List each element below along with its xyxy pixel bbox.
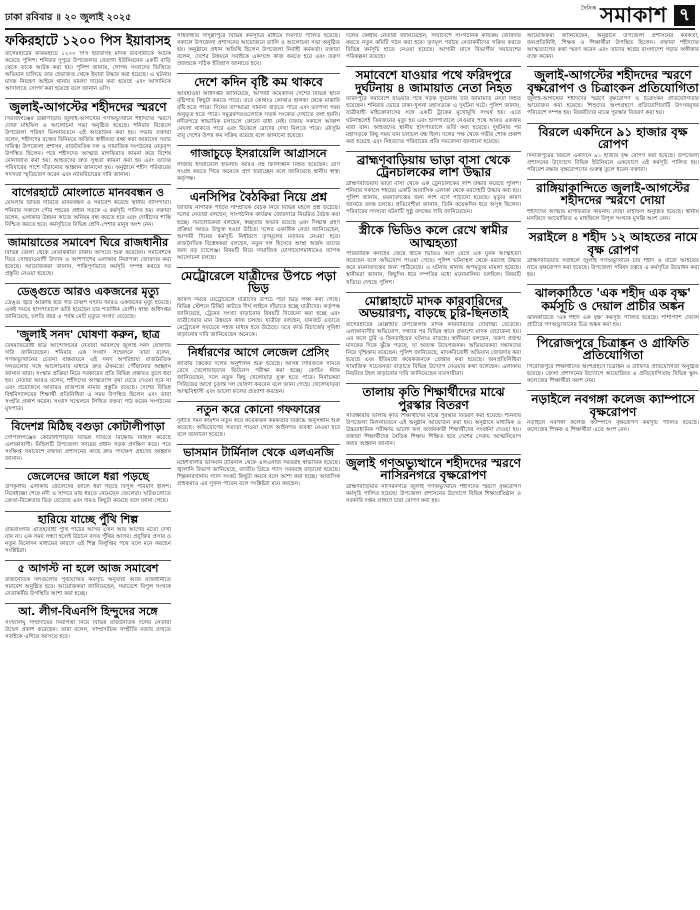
article-headline: এনসিপির বৈঠকিরা নিয়ে প্রশ্ন (177, 188, 340, 204)
article-body: আবহাওয়া অধিদপ্তর জানিয়েছে, আগামী কয়েকদিন দেশের বিভিন্ন স্থানে বৃষ্টিপাত কিছুটা কমতে পারে। তবে কোথাও কোথাও হালকা থেকে মাঝারি বৃষ্টি হতে পারে। দিনের তাপমাত্রা সামান্য বাড়তে পারে এবং ভ্যাপসা গরম অনুভূত হতে পারে। সমুদ্রবন্দরগুলোকে সতর্ক সংকেত দেখাতে বলা হয়নি। নদীবন্দরে স্বাভাবিক চলাচলে কোনো বাধা নেই। ঢাকায় সকালে আকাশ মেঘলা থাকতে পারে এবং বিকেলে রোদের দেখা মিলতে পারে। মৌসুমি বায়ু দেশের উপর কম সক্রিয় রয়েছে বলে জানানো হয়েছে। (177, 90, 340, 140)
article-headline: মেট্রোরেলে যাত্রীদের উপচে পড়া ভিড় (177, 267, 340, 295)
article-headline: ঝালকাঠিতে 'এক শহীদ এক বৃক্ষ' কর্মসূচি ও দেয়াল প্রাচীর অঙ্কন (527, 284, 699, 312)
article-headline: বাগেরহাটে মোংলাতে মানববন্ধন ও (5, 184, 171, 199)
article-body: গোপালগঞ্জের কোটালীপাড়ায় বিভিন্ন দাবিতে বিক্ষোভ মিছিল করেছে এলাকাবাসী। মিছিলটি উপজেলা সদরের প্রধান সড়ক প্রদক্ষিণ করে। পরে সংক্ষিপ্ত সমাবেশে বক্তারা প্রশাসনের কাছে দ্রুত পদক্ষেপ গ্রহণের আহ্বান জানান। (5, 434, 171, 462)
column-1 (5, 33, 171, 907)
news-article (5, 182, 171, 229)
article-headline: নির্ধারণের আগে লেজেল প্রেসিং (177, 344, 340, 359)
article-body: ঝালকাঠিতে 'এক শহীদ এক বৃক্ষ' কর্মসূচি পালিত হয়েছে। পাশাপাশি দেয়াল প্রাচীরে গণঅভ্যুত্থানের চিত্র অঙ্কন করা হয়। (527, 314, 699, 328)
article-body: সাতক্ষীরার তালায় কৃতি শিক্ষার্থীদের মাঝে পুরস্কার বিতরণ করা হয়েছে। শনিবার উপজেলা মিলনায়তনে এই অনুষ্ঠান আয়োজন করা হয়। অনুষ্ঠানে মাধ্যমিক ও উচ্চমাধ্যমিক পরীক্ষায় ভালো ফল অর্জনকারী শিক্ষার্থীদের সংবর্ধনা দেওয়া হয়। বক্তারা শিক্ষার্থীদের নৈতিক শিক্ষায় শিক্ষিত হয়ে দেশের সেবায় আত্মনিয়োগ করার আহ্বান জানান। (346, 413, 521, 448)
article-headline: জুলাই গণঅভ্যুত্থানে শহীদদের স্মরণে নাসিরনগরে বৃক্ষরোপণ (346, 455, 521, 483)
news-article (5, 33, 171, 93)
news-article (177, 342, 340, 396)
article-headline: মোল্লাহাটে মাদক কারবারিদের অভয়ারণ্য, বাড়ছে চুরি-ছিনতাই (346, 292, 521, 320)
news-article (346, 219, 521, 286)
news-article (346, 381, 521, 448)
article-headline: জুলাই-আগস্টের শহীদদের স্মরণে বৃক্ষরোপণ ও চিত্রাংকন প্রতিযোগিতা (527, 68, 699, 95)
news-article (5, 281, 171, 321)
news-article (527, 226, 699, 279)
article-headline: 'জুলাই সনদ' ঘোষণা করুন, ছাত্র (5, 326, 171, 341)
logo-tagline: দৈনিক (581, 5, 597, 12)
column-4 (527, 33, 699, 907)
article-headline: তালায় কৃতি শিক্ষার্থীদের মাঝে পুরস্কার বিতরণ (346, 383, 521, 411)
article-headline: সরাইলে ৪ শহীদ ১২ আহতের নামে বৃক্ষ রোপণ (528, 230, 698, 257)
news-article (177, 442, 340, 489)
article-body: দিনাজপুরের বিরলে একদিনে ৯১ হাজার বৃক্ষ রোপণ করা হয়েছে। উপজেলা প্রশাসনের উদ্যোগে বিভিন্ন ইউনিয়নে একযোগে এই কর্মসূচি পালিত হয়। পরিবেশ রক্ষায় বৃক্ষরোপণের গুরুত্ব তুলে ধরেন বক্তারা। (527, 152, 699, 173)
article-body: জুলাই-আগস্টের শহীদদের স্মরণে বৃক্ষরোপণ ও চিত্রাংকন প্রতিযোগিতার আয়োজন করা হয়েছে। শিশুদের অংশগ্রহণে প্রতিযোগিতাটি উৎসবমুখর পরিবেশে সম্পন্ন হয়। বিজয়ীদের মাঝে পুরস্কার বিতরণ করা হয়। (527, 96, 699, 117)
article-headline: রাঙ্গিয়াকান্দিতে জুলাই-আগস্টের শহীদদের স্মরণে দোয়া (527, 179, 699, 207)
article-headline: ব্রাহ্মণবাড়িয়ায় ভাড়া বাসা থেকে ট্রেনচালকের লাশ উদ্ধার (346, 151, 521, 179)
article-body: পারিবারিক কলহের জেরে স্ত্রীকে ভিডিও কলে রেখে এক যুবক আত্মহত্যা করেছেন বলে অভিযোগ পাওয়া গেছে। পুলিশ ঘটনাস্থল থেকে মরদেহ উদ্ধার করে ময়নাতদন্তের জন্য পাঠিয়েছে। এ ঘটনায় থানায় অপমৃত্যুর মামলা হয়েছে। স্থানীয়রা জানান, কিছুদিন ধরে দম্পতির মধ্যে মনোমালিন্য চলছিল। বিষয়টি খতিয়ে দেখছে পুলিশ। (346, 251, 521, 286)
article-headline: বিরলে একদিনে ৯১ হাজার বৃক্ষ রোপণ (527, 123, 699, 151)
article-body: ব্রাহ্মণবাড়িয়ার সরাইলে জুলাই গণঅভ্যুত্থানে চার শহীদ ও বারো আহতের নামে বৃক্ষরোপণ করা হয়েছে। উপজেলা পরিষদ চত্বরে এ কর্মসূচির উদ্বোধন করা হয়। (527, 258, 699, 279)
article-headline: সমাবেশে যাওয়ার পথে ফরিদপুরে দুর্ঘটনায় ৪ জামায়াত নেতা নিহত (346, 66, 521, 94)
article-headline: ৫ আগস্ট না হলে আজ সমাবেশ (5, 560, 171, 575)
news-article (5, 466, 171, 506)
news-article (177, 399, 340, 439)
news-article (177, 143, 340, 183)
article-body: গাইবান্ধার সাদুল্লাপুরে বিভিন্ন কর্মসূচির মাধ্যমে দিবসটি পালিত হয়েছে। সকালে উপজেলা প্রশাসনের আয়োজনে র‍্যালি ও আলোচনা সভা অনুষ্ঠিত হয়। অনুষ্ঠানে প্রধান অতিথি ছিলেন উপজেলা নির্বাহী কর্মকর্তা। বক্তারা বলেন, দেশের উন্নয়নে সবাইকে একসঙ্গে কাজ করতে হবে এবং তরুণ প্রজন্মকে সঠিক ইতিহাস জানাতে হবে। (177, 33, 340, 68)
article-body: ডেঙ্গু জ্বরে আক্রান্ত হয়ে গত চব্বিশ ঘণ্টায় আরও একজনের মৃত্যু হয়েছে। একই সময়ে হাসপাতালে ভর্তি হয়েছেন চার শতাধিক রোগী। স্বাস্থ্য অধিদপ্তর জানিয়েছে, চলতি বছর এ পর্যন্ত মোট মৃত্যুর সংখ্যা বেড়েছে। (5, 299, 171, 321)
news-columns (5, 33, 699, 907)
article-body: ব্রাহ্মণবাড়িয়ার নাসিরনগরে জুলাই গণঅভ্যুত্থানে শহীদদের স্মরণে বৃক্ষরোপণ কর্মসূচি পালিত হয়েছে। উপজেলা প্রশাসনের উদ্যোগে বিভিন্ন শিক্ষাপ্রতিষ্ঠান ও সরকারি দপ্তর প্রাঙ্গণে চারা রোপণ করা হয়। (346, 483, 521, 504)
article-body: মহেশখালীর ভাসমান টার্মিনাল থেকে এলএনজি সরবরাহ স্বাভাবিক হয়েছে। জ্বালানি বিভাগ জানিয়েছে, জাতীয় গ্রিডে গ্যাস সরবরাহ বাড়ানো হয়েছে। শিল্পকারখানায় গ্যাস সংকট কিছুটা কমবে বলে আশা করা হচ্ছে। আবাসিক গ্রাহকরাও এর সুফল পাবেন বলে সংশ্লিষ্টরা মনে করছেন। (177, 460, 340, 488)
article-body: বৈষম্যবিরোধী ছাত্র আন্দোলনের নেতারা অবিলম্বে জুলাই সনদ ঘোষণার দাবি জানিয়েছেন। শনিবার এক সংবাদ সম্মেলনে তারা বলেন, গণঅভ্যুত্থানের চেতনা বাস্তবায়নে এই সনদ অপরিহার্য। রাজনৈতিক দলগুলোর সঙ্গে আলোচনার মাধ্যমে দ্রুত ঐকমত্যে পৌঁছানোর আহ্বান জানান তারা। সংস্কার প্রক্রিয়া নিয়ে সরকারের প্রতি বিভিন্ন প্রস্তাবও তুলে ধরা হয়। নেতারা আরও বলেন, শহীদদের আত্মত্যাগ বৃথা যেতে দেওয়া হবে না এবং প্রয়োজনে আবারও রাজপথে নামার প্রস্তুতি রয়েছে। দেশের বিভিন্ন বিশ্ববিদ্যালয়ের শিক্ষার্থী প্রতিনিধিরা এ সময় উপস্থিত ছিলেন এবং তারা সংহতি প্রকাশ করেন। সংবাদ সম্মেলনে লিখিত বক্তব্য পাঠ করেন সংগঠনের মুখপাত্র। (5, 342, 171, 413)
news-article (527, 33, 699, 61)
news-article (177, 33, 340, 68)
article-body: পিরোজপুরে শিক্ষার্থীদের অংশগ্রহণে চিত্রাঙ্কন ও গ্রাফিতি প্রতিযোগিতা অনুষ্ঠিত হয়েছে। জেলা প্রশাসনের উদ্যোগে আয়োজিত এ প্রতিযোগিতায় বিভিন্ন স্কুল-কলেজের শিক্ষার্থীরা অংশ নেয়। (527, 363, 699, 385)
news-article (5, 416, 171, 463)
news-article (177, 71, 340, 140)
logo-name: সমাকাশ (600, 3, 667, 27)
article-body: বাগেরহাটের ফকিরহাটে ১২০০ পিস ইয়াবাসহ মাদক ব্যবসায়ীকে আটক করেছে পুলিশ। শনিবার দুপুরে উপজেলার বেতাগা ইউনিয়নের একটি বাড়ি থেকে তাকে আটক করা হয়। পুলিশ জানায়, গোপন সংবাদের ভিত্তিতে অভিযান চালিয়ে তার হেফাজত থেকে ইয়াবা উদ্ধার করা হয়েছে। এ ঘটনায় মাদক নিয়ন্ত্রণ আইনে থানায় মামলা দায়ের করা হয়েছে এবং আসামিকে আদালতে সোপর্দ করা হয়েছে বলে জানান ওসি। (5, 50, 171, 92)
news-article (5, 558, 171, 598)
article-headline: গাজাচুড়ে ইসরায়েলি আগ্রাসনে (177, 145, 340, 160)
article-headline: আ. লীগ-বিএনপি হিন্দুদের সঙ্গে (5, 603, 171, 618)
news-article (527, 332, 699, 385)
article-body: গ্রামবাংলার ঐতিহ্যবাহী পুঁথি পাঠের আসর এখন আর আগের মতো দেখা যায় না। এক সময় সন্ধ্যা হলেই উঠানে বসত পুঁথির আসর। প্রযুক্তির প্রসার ও নতুন বিনোদন মাধ্যমের কারণে এই শিল্প বিলুপ্তির পথে বলে মনে করছেন সংশ্লিষ্টরা। (5, 527, 171, 555)
article-body: ফরিদপুরে সমাবেশে যাওয়ার পথে সড়ক দুর্ঘটনায় চার জামায়াত নেতা নিহত হয়েছেন। শনিবার ভোরে ঢাকা-খুলনা মহাসড়কে এ দুর্ঘটনা ঘটে। পুলিশ জানায়, যাত্রীবাহী মাইক্রোবাসের সঙ্গে একটি ট্রাকের মুখোমুখি সংঘর্ষ হয়। এতে ঘটনাস্থলেই তিনজনের মৃত্যু হয় এবং হাসপাতালে নেওয়ার পথে আরও একজন মারা যান। আহতদের স্থানীয় হাসপাতালে ভর্তি করা হয়েছে। দুর্ঘটনার পর মহাসড়কে কিছু সময় যান চলাচল বন্ধ ছিল। দলের পক্ষ থেকে গভীর শোক প্রকাশ করা হয়েছে এবং নিহতদের পরিবারের প্রতি সমবেদনা জানানো হয়েছে। (346, 96, 521, 145)
article-headline: নড়াইলে নবগঙ্গা কলেজ ক্যাম্পাসে বৃক্ষরোপণ (527, 390, 699, 418)
news-article (346, 452, 521, 505)
article-headline: ভাসমান টার্মিনাল থেকে এলএনজি (177, 444, 340, 459)
article-body: দলের কেন্দ্রীয় নেতারা জানিয়েছেন, সারাদেশে সাংগঠনিক কার্যক্রম জোরদার করতে নতুন কমিটি গঠন করা হবে। তৃণমূল পর্যায়ে নেতাকর্মীদের সক্রিয় করতে বিভিন্ন কর্মসূচি হাতে নেওয়া হয়েছে। আগামী মাসে বিভাগীয় সমাবেশের পরিকল্পনা রয়েছে। (346, 33, 521, 61)
masthead (5, 4, 695, 30)
column-2 (177, 33, 340, 907)
news-article (5, 509, 171, 556)
article-body: মোংলায় বিভিন্ন দাবিতে মানববন্ধন ও সমাবেশ করেছে স্থানীয় বাসিন্দারা। শনিবার সকালে পৌর শহরের প্রধান সড়কে এ কর্মসূচি পালিত হয়। বক্তারা বলেন, এলাকার উন্নয়ন কাজে অনিয়ম বন্ধ করতে হবে এবং দোষীদের শাস্তি নিশ্চিত করতে হবে। কর্মসূচিতে বিভিন্ন শ্রেণি-পেশার মানুষ অংশ নেন। (5, 200, 171, 228)
news-article (527, 121, 699, 174)
article-body: শহীদদের আত্মার মাগফিরাত কামনায় দোয়া মাহফিল অনুষ্ঠিত হয়েছে। স্থানীয় মসজিদে আয়োজিত এ মাহফিলে বিপুল সংখ্যক মুসল্লি অংশ নেন। (527, 209, 699, 223)
article-body: বিভিন্ন জেলা থেকে নেতাকর্মীরা ঢাকায় আসতে শুরু করেছেন। সমাবেশকে ঘিরে সোহরাওয়ার্দী উদ্যান ও আশপাশের এলাকায় নিরাপত্তা জোরদার করা হয়েছে। আয়োজকরা জানান, শান্তিপূর্ণভাবে কর্মসূচি সম্পন্ন করতে সব প্রস্তুতি নেওয়া হয়েছে। (5, 250, 171, 278)
article-headline: জামায়াতের সমাবেশ ঘিরে রাজধানীর (5, 234, 171, 249)
article-body: নড়াইলে নবগঙ্গা কলেজ ক্যাম্পাসে বৃক্ষরোপণ কর্মসূচি পালিত হয়েছে। কলেজের শিক্ষক ও শিক্ষার্থীরা এতে অংশ নেন। (527, 420, 699, 434)
article-body: রাজনৈতিক দলগুলোর পূর্বঘোষিত কর্মসূচি অনুযায়ী আজ রাজধানীতে সমাবেশ অনুষ্ঠিত হবে। আয়োজকরা জানিয়েছেন, সমাবেশে বিপুল সংখ্যক নেতাকর্মীর উপস্থিতি আশা করা হচ্ছে। (5, 576, 171, 597)
article-headline: পিরোজপুরে চিত্রাঙ্কন ও গ্রাফিতি প্রতিযোগিতা (527, 334, 699, 362)
news-article (527, 64, 699, 117)
article-headline: জেলেদের জালে ধরা পড়ছে (5, 468, 171, 483)
article-body: অফিস সময়ে মেট্রোরেলে যাত্রীদের উপচে পড়া ভিড় লক্ষ্য করা গেছে। বিভিন্ন স্টেশনে টিকিট কাটতে দীর্ঘ লাইনে দাঁড়াতে হচ্ছে যাত্রীদের। কর্তৃপক্ষ জানিয়েছে, ট্রেনের সংখ্যা বাড়ানোর বিষয়টি বিবেচনা করা হচ্ছে এবং যাত্রীসেবার মান উন্নয়নে কাজ চলছে। যাত্রীরা বলছেন, যানজট এড়াতে মেট্রোরেল সবচেয়ে সহজ মাধ্যম হয়ে উঠেছে। তবে কার্ড রিচার্জের সুবিধা বাড়ানোর দাবি জানিয়েছেন অনেকে। (177, 297, 340, 339)
article-headline: দেশে কদিন বৃষ্টি কম থাকবে (177, 73, 340, 89)
article-body: উপকূলীয় এলাকায় জেলেদের জালে ধরা পড়ছে বিপুল পরিমাণ ইলিশ। নিষেধাজ্ঞা শেষে নদী ও সাগরে মাছ ধরতে নেমেছেন জেলেরা। ঘাটগুলোতে ক্রেতা-বিক্রেতার ভিড় বেড়েছে এবং দামও কিছুটা কমেছে বলে জানা গেছে। (5, 484, 171, 505)
news-article (5, 232, 171, 279)
article-body: জাতীয় ক্রিকেট দলের অনুশীলন শুরু হয়েছে। আসন্ন সিরিজকে সামনে রেখে খেলোয়াড়দের ফিটনেস পরীক্ষা করা হচ্ছে। কোচিং স্টাফ জানিয়েছেন, দলে নতুন কিছু খেলোয়াড় যুক্ত হতে পারে। নির্বাচকরা সিরিজের আগে চূড়ান্ত দল ঘোষণা করবেন বলে জানা গেছে। খেলোয়াড়রা আত্মবিশ্বাসী এবং ভালো ফলের প্রত্যাশা করছেন। (177, 360, 340, 396)
article-headline: ফকিরহাটে ১২০০ পিস ইয়াবাসহ (5, 34, 171, 49)
column-3 (346, 33, 521, 907)
news-article (177, 265, 340, 339)
article-headline: নতুন করে কোনো গফফারের (177, 401, 340, 416)
article-body: সিরাজগঞ্জের উল্লাপাড়ায় জুলাই-আগস্টের গণঅভ্যুত্থানে শহীদদের স্মরণে দোয়া মাহফিল ও আলোচনা সভা অনুষ্ঠিত হয়েছে। শনিবার বিকেলে উপজেলা পরিষদ মিলনায়তনে এই আয়োজন করা হয়। সভায় বক্তারা বলেন, শহীদদের রক্তের বিনিময়ে অর্জিত স্বাধীনতা রক্ষা করা আমাদের সবার দায়িত্ব। উপজেলা প্রশাসন, রাজনৈতিক দল ও সামাজিক সংগঠনের নেতৃবৃন্দ উপস্থিত ছিলেন। পরে শহীদদের আত্মার মাগফিরাত কামনা করে বিশেষ মোনাজাত করা হয়। আহতদের দ্রুত সুস্থতা কামনা করা হয় এবং তাদের পরিবারের পাশে দাঁড়ানোর আহ্বান জানানো হয়। অনুষ্ঠানে শহীদ পরিবারের সদস্যরা স্মৃতিচারণ করেন এবং ন্যায়বিচারের দাবি জানান। (5, 115, 171, 178)
news-article (346, 290, 521, 379)
news-article (527, 282, 699, 328)
page-number: ৭ (674, 5, 695, 26)
news-article (346, 33, 521, 61)
article-body: সংখ্যালঘু সম্প্রদায়ের নিরাপত্তা নিয়ে বিভিন্ন রাজনৈতিক দলের নেতারা উদ্বেগ প্রকাশ করেছেন। তারা বলেন, সাম্প্রদায়িক সম্প্রীতি বজায় রাখতে সবাইকে এগিয়ে আসতে হবে। (5, 619, 171, 640)
article-body: আয়োজকরা জানিয়েছেন, অনুষ্ঠানে উপজেলা প্রশাসনের কর্মকর্তা, জনপ্রতিনিধি, শিক্ষক ও শিক্ষার্থীরা উপস্থিত ছিলেন। বক্তারা শহীদদের আত্মত্যাগের কথা স্মরণ করেন এবং তাদের স্বপ্নের বাংলাদেশ গড়ার অঙ্গীকার ব্যক্ত করেন। (527, 33, 699, 61)
article-headline: ডেঙ্গুতে আরও একজনের মৃত্যু (5, 283, 171, 298)
article-body: দুর্নীতি দমন কমিশন নতুন করে কয়েকজন কর্মকর্তার বিরুদ্ধে অনুসন্ধান শুরু করেছে। অভিযোগের সত্যতা পাওয়া গেলে আইনগত ব্যবস্থা নেওয়া হবে বলে জানানো হয়েছে। (177, 417, 340, 438)
page-date: ঢাকা রবিবার ॥ ২০ জুলাই ২০২৫ (5, 12, 132, 23)
news-article (346, 64, 521, 146)
article-headline: স্ত্রীকে ভিডিও কলে রেখে স্বামীর আত্মহত্যা (346, 221, 521, 249)
news-article (177, 186, 340, 262)
article-headline: হারিয়ে যাচ্ছে পুঁথি শিল্প (5, 511, 171, 526)
article-body: জাতীয় নাগরিক পার্টির সাম্প্রতিক বৈঠক নিয়ে বিভিন্ন মহলে প্রশ্ন উঠেছে। দলের নেতারা বলছেন, সাংগঠনিক কার্যক্রম জোরদারে নিয়মিত বৈঠক করা হচ্ছে। সমালোচকরা বলছেন, স্বচ্ছতার অভাব রয়েছে এবং সিদ্ধান্ত গ্রহণ প্রক্রিয়া আরও উন্মুক্ত হওয়া উচিত। দলের একাধিক নেতা জানিয়েছেন, আগামী দিনের কর্মসূচি নির্ধারণে তৃণমূলের মতামত নেওয়া হবে। রাজনৈতিক বিশ্লেষকরা বলছেন, নতুন দল হিসেবে আস্থা অর্জন তাদের জন্য বড় চ্যালেঞ্জ। বিষয়টি নিয়ে সামাজিক যোগাযোগমাধ্যমেও ব্যাপক আলোচনা চলছে। (177, 205, 340, 261)
news-article (5, 601, 171, 641)
article-headline: বিদেশগ্ন মিঠিছ বগুড়া কোটালীপাড়া (5, 418, 171, 433)
news-article (527, 177, 699, 223)
news-article (5, 96, 171, 179)
news-article (346, 149, 521, 216)
news-article (5, 324, 171, 413)
article-body: গাজায় ইসরায়েলি হামলায় আরও বহু ফিলিস্তিনি নিহত হয়েছেন। ত্রাণ সংগ্রহ করতে গিয়ে অনেকে প্রাণ হারাচ্ছেন বলে জানিয়েছে স্থানীয় স্বাস্থ্য কর্তৃপক্ষ। (177, 161, 340, 182)
article-headline: জুলাই-আগস্টের শহীদদের স্মরণে (5, 98, 171, 114)
news-article (527, 388, 699, 434)
newspaper-logo (581, 5, 695, 26)
article-body: বাগেরহাটের মোল্লাহাট উপজেলায় মাদক কারবারিদের দৌরাত্ম্য বেড়েছে। এলাকাবাসীর অভিযোগ, সন্ধ্যার পর বিভিন্ন স্থানে প্রকাশ্যে মাদক বেচাকেনা হয়। এর ফলে চুরি ও ছিনতাইয়ের ঘটনাও বাড়ছে। স্থানীয়রা বলছেন, তরুণ প্রজন্ম মাদকের দিকে ঝুঁকে পড়ছে, যা অত্যন্ত উদ্বেগজনক। অভিভাবকরা সন্তানদের নিয়ে দুশ্চিন্তায় রয়েছেন। পুলিশ জানিয়েছে, মাদকবিরোধী অভিযান জোরদার করা হয়েছে এবং ইতিমধ্যে কয়েকজনকে গ্রেপ্তার করা হয়েছে। জনপ্রতিনিধিরা সামাজিক সচেতনতা বাড়াতে বিভিন্ন উদ্যোগ নেওয়ার কথা বলেছেন। এলাকায় নিয়মিত টহল বাড়ানোর দাবি জানিয়েছেন ব্যবসায়ীরা। (346, 321, 521, 378)
article-body: ব্রাহ্মণবাড়িয়ায় ভাড়া বাসা থেকে এক ট্রেনচালকের লাশ উদ্ধার করেছে পুলিশ। শনিবার সকালে শহরের একটি আবাসিক এলাকা থেকে মরদেহটি উদ্ধার করা হয়। পুলিশ জানায়, ময়নাতদন্তের জন্য লাশ মর্গে পাঠানো হয়েছে। মৃত্যুর কারণ জানতে তদন্ত চলছে। প্রতিবেশীরা জানান, তিনি কয়েকদিন ধরে অসুস্থ ছিলেন। পরিবারের সদস্যরা ঘটনাটি সুষ্ঠু তদন্তের দাবি জানিয়েছেন। (346, 180, 521, 216)
